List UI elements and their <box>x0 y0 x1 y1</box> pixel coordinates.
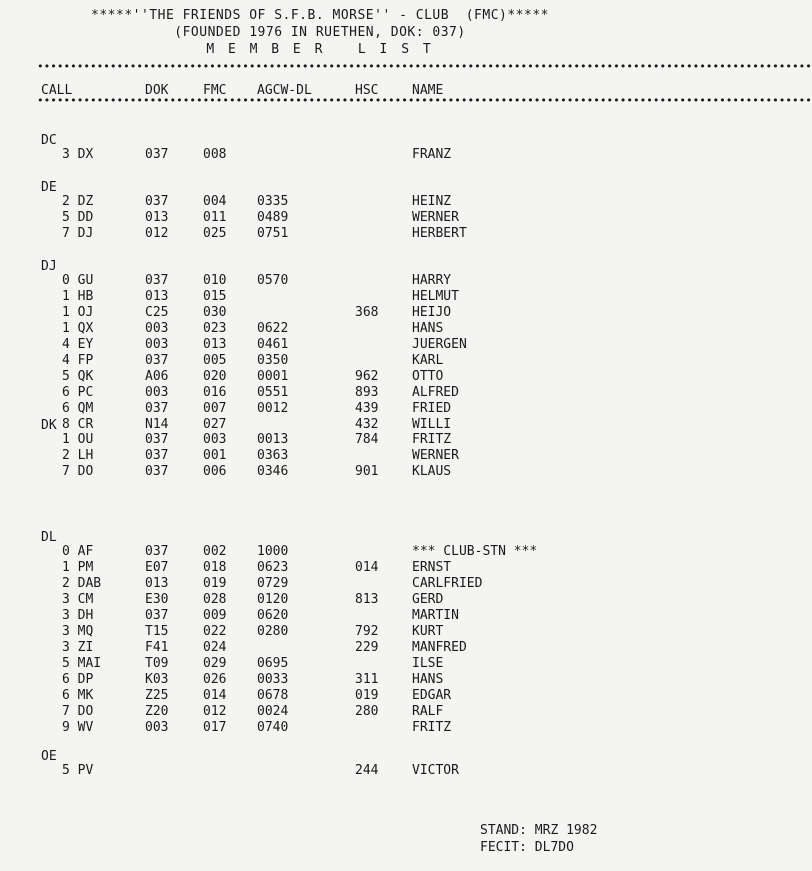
name-cell: VICTOR <box>412 763 459 778</box>
name-cell: HANS <box>412 672 444 687</box>
name-cell: WILLI <box>412 417 452 432</box>
agcw-cell: 0013 <box>257 432 289 447</box>
table-row <box>0 289 640 305</box>
fmc-cell: 011 <box>203 210 227 225</box>
table-row <box>0 576 640 592</box>
fmc-cell: 013 <box>203 337 227 352</box>
dok-cell: K03 <box>145 672 169 687</box>
table-row <box>0 704 640 720</box>
call-cell: 4 EY <box>62 337 94 352</box>
call-cell: 4 FP <box>62 353 94 368</box>
hsc-cell: 784 <box>355 432 379 447</box>
founded-line: (FOUNDED 1976 IN RUETHEN, DOK: 037) <box>174 25 466 40</box>
stand-date: STAND: MRZ 1982 <box>480 823 598 838</box>
agcw-cell: 0622 <box>257 321 289 336</box>
call-cell: 6 DP <box>62 672 94 687</box>
club-title: *****''THE FRIENDS OF S.F.B. MORSE'' - CLUB (FMC)***** <box>91 8 549 23</box>
dok-cell: 003 <box>145 321 169 336</box>
fmc-cell: 012 <box>203 704 227 719</box>
fmc-cell: 030 <box>203 305 227 320</box>
table-row <box>0 608 640 624</box>
hsc-cell: 019 <box>355 688 379 703</box>
agcw-cell: 0695 <box>257 656 289 671</box>
name-cell: MANFRED <box>412 640 467 655</box>
name-cell: RALF <box>412 704 444 719</box>
agcw-cell: 0346 <box>257 464 289 479</box>
table-row <box>0 432 640 448</box>
dok-cell: T09 <box>145 656 169 671</box>
hsc-cell: 901 <box>355 464 379 479</box>
table-row <box>0 385 640 401</box>
dok-cell: 003 <box>145 385 169 400</box>
fmc-cell: 020 <box>203 369 227 384</box>
agcw-cell: 0280 <box>257 624 289 639</box>
call-cell: 9 WV <box>62 720 94 735</box>
fmc-cell: 028 <box>203 592 227 607</box>
name-cell: FRITZ <box>412 432 452 447</box>
name-cell: ILSE <box>412 656 444 671</box>
call-cell: 6 MK <box>62 688 94 703</box>
dok-cell: 003 <box>145 337 169 352</box>
hsc-cell: 813 <box>355 592 379 607</box>
name-cell: CARLFRIED <box>412 576 483 591</box>
table-row <box>0 544 640 560</box>
name-cell: MARTIN <box>412 608 459 623</box>
call-cell: 0 GU <box>62 273 94 288</box>
hsc-cell: 280 <box>355 704 379 719</box>
table-row <box>0 210 640 226</box>
fecit-line: FECIT: DL7DO <box>480 840 574 855</box>
call-cell: 8 CR <box>62 417 94 432</box>
name-cell: ERNST <box>412 560 452 575</box>
name-cell: FRIED <box>412 401 452 416</box>
hsc-cell: 792 <box>355 624 379 639</box>
dok-cell: Z25 <box>145 688 169 703</box>
dok-cell: 013 <box>145 210 169 225</box>
name-cell: ALFRED <box>412 385 459 400</box>
hsc-cell: 962 <box>355 369 379 384</box>
fmc-cell: 016 <box>203 385 227 400</box>
fmc-cell: 005 <box>203 353 227 368</box>
table-row <box>0 417 640 433</box>
call-cell: 3 ZI <box>62 640 94 655</box>
fmc-cell: 025 <box>203 226 227 241</box>
name-cell: GERD <box>412 592 444 607</box>
hsc-cell: 229 <box>355 640 379 655</box>
fmc-cell: 008 <box>203 147 227 162</box>
dok-cell: 037 <box>145 401 169 416</box>
table-row <box>0 353 640 369</box>
agcw-cell: 0623 <box>257 560 289 575</box>
hsc-cell: 014 <box>355 560 379 575</box>
name-cell: *** CLUB-STN *** <box>412 544 538 559</box>
agcw-cell: 0751 <box>257 226 289 241</box>
name-cell: KURT <box>412 624 444 639</box>
call-cell: 1 HB <box>62 289 94 304</box>
fmc-cell: 009 <box>203 608 227 623</box>
call-prefix: DL <box>41 530 57 545</box>
fmc-cell: 027 <box>203 417 227 432</box>
table-row <box>0 656 640 672</box>
name-cell: KARL <box>412 353 444 368</box>
fmc-cell: 010 <box>203 273 227 288</box>
call-cell: 2 DAB <box>62 576 102 591</box>
dok-cell: 037 <box>145 608 169 623</box>
dok-cell: E07 <box>145 560 169 575</box>
call-prefix: DJ <box>41 259 57 274</box>
table-row <box>0 194 640 210</box>
fmc-cell: 026 <box>203 672 227 687</box>
hsc-cell: 368 <box>355 305 379 320</box>
name-cell: FRITZ <box>412 720 452 735</box>
table-row <box>0 337 640 353</box>
table-row <box>0 640 640 656</box>
agcw-cell: 0024 <box>257 704 289 719</box>
hsc-cell: 244 <box>355 763 379 778</box>
agcw-cell: 0740 <box>257 720 289 735</box>
call-cell: 6 QM <box>62 401 94 416</box>
table-row <box>0 147 640 163</box>
col-header-hsc: HSC <box>355 83 379 98</box>
table-row <box>0 369 640 385</box>
table-row <box>0 624 640 640</box>
call-cell: 1 OU <box>62 432 94 447</box>
table-row <box>0 672 640 688</box>
agcw-cell: 0620 <box>257 608 289 623</box>
agcw-cell: 0678 <box>257 688 289 703</box>
dok-cell: 037 <box>145 448 169 463</box>
agcw-cell: 0335 <box>257 194 289 209</box>
name-cell: JUERGEN <box>412 337 467 352</box>
dok-cell: T15 <box>145 624 169 639</box>
fmc-cell: 019 <box>203 576 227 591</box>
name-cell: WERNER <box>412 210 459 225</box>
dok-cell: 037 <box>145 194 169 209</box>
call-cell: 3 DX <box>62 147 94 162</box>
table-row <box>0 321 640 337</box>
dok-cell: A06 <box>145 369 169 384</box>
dok-cell: 013 <box>145 576 169 591</box>
call-cell: 1 QX <box>62 321 94 336</box>
dok-cell: 013 <box>145 289 169 304</box>
name-cell: HEINZ <box>412 194 452 209</box>
hsc-cell: 439 <box>355 401 379 416</box>
call-cell: 3 DH <box>62 608 94 623</box>
hsc-cell: 893 <box>355 385 379 400</box>
agcw-cell: 0570 <box>257 273 289 288</box>
agcw-cell: 0033 <box>257 672 289 687</box>
agcw-cell: 0350 <box>257 353 289 368</box>
fmc-cell: 024 <box>203 640 227 655</box>
call-cell: 7 DJ <box>62 226 94 241</box>
table-row <box>0 464 640 480</box>
fmc-cell: 007 <box>203 401 227 416</box>
call-cell: 5 DD <box>62 210 94 225</box>
fmc-cell: 018 <box>203 560 227 575</box>
dotted-rule-bottom: ••••••••••••••••••••••••••••••••••••••••••••••••••••••••••••••••••••••••••••••••••••••••••••••••••••••••••••••••••••• <box>37 94 812 107</box>
fmc-cell: 003 <box>203 432 227 447</box>
table-row <box>0 273 640 289</box>
call-cell: 7 DO <box>62 464 94 479</box>
call-cell: 1 OJ <box>62 305 94 320</box>
call-cell: 1 PM <box>62 560 94 575</box>
name-cell: HANS <box>412 321 444 336</box>
agcw-cell: 0363 <box>257 448 289 463</box>
col-header-call: CALL <box>41 83 73 98</box>
agcw-cell: 0551 <box>257 385 289 400</box>
dok-cell: 012 <box>145 226 169 241</box>
col-header-agcw: AGCW-DL <box>257 83 312 98</box>
dok-cell: 003 <box>145 720 169 735</box>
name-cell: WERNER <box>412 448 459 463</box>
table-row <box>0 226 640 242</box>
dok-cell: N14 <box>145 417 169 432</box>
agcw-cell: 0729 <box>257 576 289 591</box>
dok-cell: F41 <box>145 640 169 655</box>
call-cell: 6 PC <box>62 385 94 400</box>
fmc-cell: 022 <box>203 624 227 639</box>
call-cell: 5 MAI <box>62 656 102 671</box>
table-row <box>0 688 640 704</box>
agcw-cell: 0001 <box>257 369 289 384</box>
fmc-cell: 014 <box>203 688 227 703</box>
dok-cell: 037 <box>145 273 169 288</box>
name-cell: KLAUS <box>412 464 452 479</box>
agcw-cell: 0489 <box>257 210 289 225</box>
dok-cell: Z20 <box>145 704 169 719</box>
name-cell: OTTO <box>412 369 444 384</box>
name-cell: HELMUT <box>412 289 459 304</box>
table-row <box>0 592 640 608</box>
call-prefix: DE <box>41 180 57 195</box>
dok-cell: 037 <box>145 544 169 559</box>
dok-cell: C25 <box>145 305 169 320</box>
col-header-dok: DOK <box>145 83 169 98</box>
call-cell: 7 DO <box>62 704 94 719</box>
fmc-cell: 006 <box>203 464 227 479</box>
dotted-rule-top: ••••••••••••••••••••••••••••••••••••••••••••••••••••••••••••••••••••••••••••••••••••••••••••••••••••••••••••••••••••• <box>37 60 812 73</box>
call-cell: 3 CM <box>62 592 94 607</box>
table-row <box>0 560 640 576</box>
call-cell: 0 AF <box>62 544 94 559</box>
fmc-cell: 023 <box>203 321 227 336</box>
agcw-cell: 1000 <box>257 544 289 559</box>
hsc-cell: 311 <box>355 672 379 687</box>
call-prefix: DK <box>41 418 57 433</box>
name-cell: HEIJO <box>412 305 452 320</box>
table-row <box>0 305 640 321</box>
name-cell: EDGAR <box>412 688 452 703</box>
call-cell: 5 PV <box>62 763 94 778</box>
fmc-cell: 001 <box>203 448 227 463</box>
call-prefix: DC <box>41 133 57 148</box>
col-header-name: NAME <box>412 83 444 98</box>
name-cell: FRANZ <box>412 147 452 162</box>
member-list-heading: M E M B E R L I S T <box>206 42 434 57</box>
table-row <box>0 401 640 417</box>
agcw-cell: 0120 <box>257 592 289 607</box>
call-cell: 5 QK <box>62 369 94 384</box>
dok-cell: 037 <box>145 464 169 479</box>
fmc-cell: 004 <box>203 194 227 209</box>
dok-cell: E30 <box>145 592 169 607</box>
dok-cell: 037 <box>145 147 169 162</box>
table-row <box>0 763 640 779</box>
call-cell: 3 MQ <box>62 624 94 639</box>
fmc-cell: 002 <box>203 544 227 559</box>
agcw-cell: 0012 <box>257 401 289 416</box>
name-cell: HARRY <box>412 273 452 288</box>
agcw-cell: 0461 <box>257 337 289 352</box>
table-row <box>0 448 640 464</box>
dok-cell: 037 <box>145 353 169 368</box>
name-cell: HERBERT <box>412 226 467 241</box>
hsc-cell: 432 <box>355 417 379 432</box>
call-prefix: OE <box>41 749 57 764</box>
call-cell: 2 DZ <box>62 194 94 209</box>
fmc-cell: 015 <box>203 289 227 304</box>
dok-cell: 037 <box>145 432 169 447</box>
fmc-cell: 017 <box>203 720 227 735</box>
fmc-cell: 029 <box>203 656 227 671</box>
table-row <box>0 720 640 736</box>
call-cell: 2 LH <box>62 448 94 463</box>
col-header-fmc: FMC <box>203 83 227 98</box>
